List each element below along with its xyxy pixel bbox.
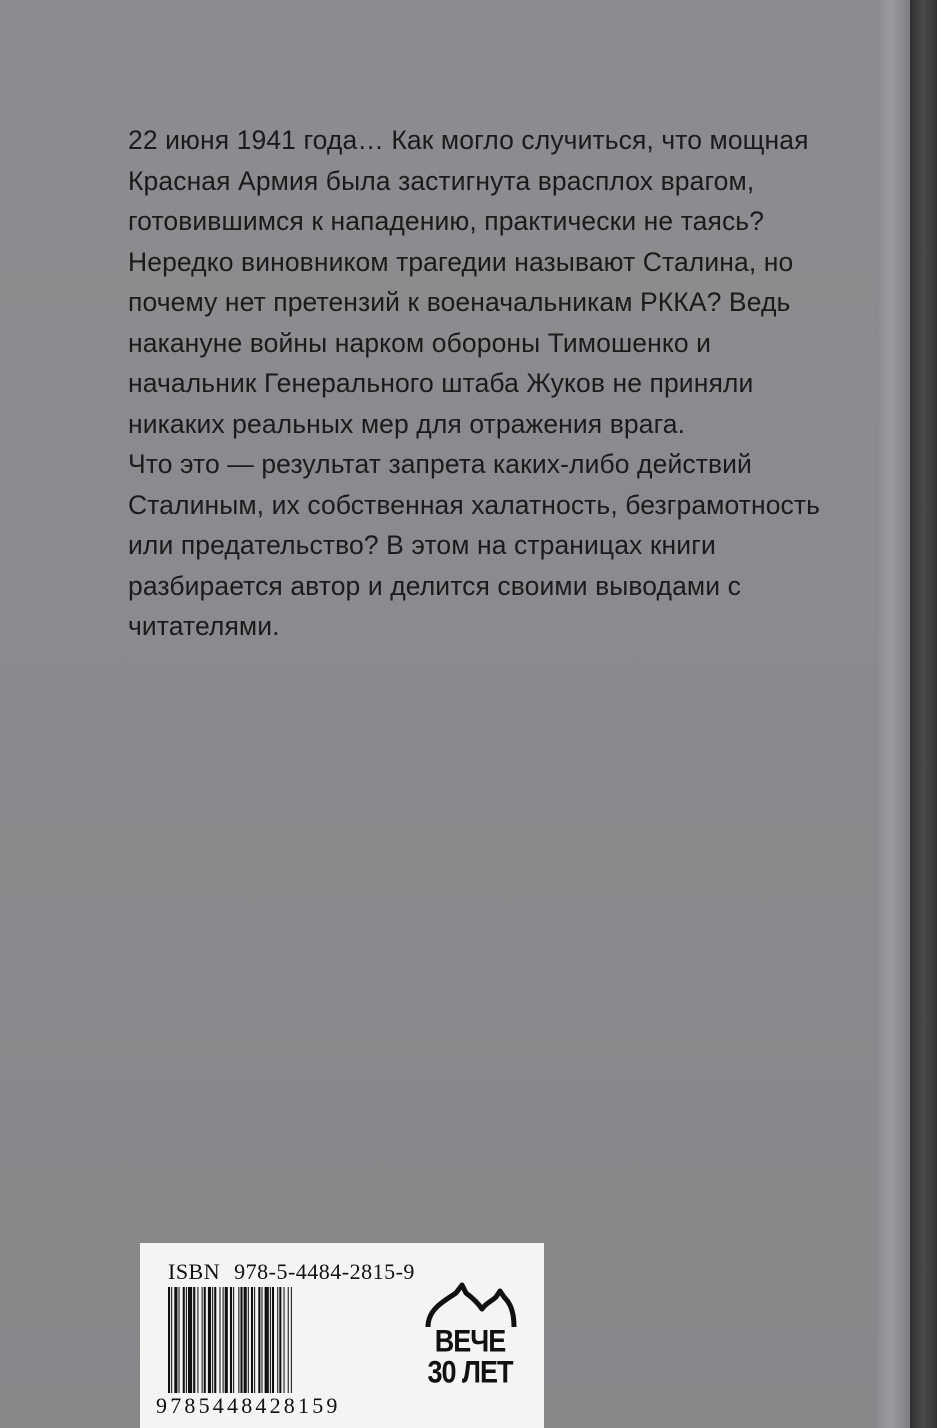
onion-dome-icon xyxy=(422,1279,518,1329)
barcode-bar xyxy=(284,1287,285,1393)
barcode xyxy=(168,1287,400,1407)
barcode-bar xyxy=(272,1287,274,1393)
book-page-edge xyxy=(910,0,937,1428)
barcode-bar xyxy=(230,1287,232,1407)
isbn-sticker xyxy=(140,1243,544,1428)
barcode-bar xyxy=(258,1287,260,1393)
barcode-bar xyxy=(212,1287,213,1393)
isbn-label: ISBN xyxy=(168,1259,221,1284)
blurb-paragraph-1: 22 июня 1941 года… Как могло случиться, что мощная Красная Армия была застигнута врасплох врагом, готовившимся к нападению, практически не таясь? xyxy=(128,125,809,236)
barcode-bar xyxy=(214,1287,216,1393)
barcode-bar xyxy=(238,1287,239,1393)
barcode-bar xyxy=(179,1287,180,1393)
isbn-number: 978-5-4484-2815-9 xyxy=(234,1259,415,1284)
barcode-bar xyxy=(171,1287,172,1407)
blurb-paragraph-2: Нередко виновником трагедии называют Сталина, но почему нет претензий к военачальникам РККА? Ведь накануне войны нарком обороны Тимошенко и начальник Генерального штаба Жуков не приняли никаких реальных мер для отражения врага. xyxy=(128,246,794,439)
barcode-bar xyxy=(202,1287,203,1393)
barcode-bar xyxy=(168,1287,170,1407)
barcode-bar xyxy=(208,1287,211,1393)
blurb-text xyxy=(128,120,828,647)
ean-digits: 9785448428159 xyxy=(156,1393,341,1418)
barcode-bar xyxy=(279,1287,281,1393)
barcode-bar xyxy=(261,1287,262,1393)
barcode-bar xyxy=(270,1287,271,1393)
barcode-bar xyxy=(219,1287,220,1393)
barcode-bar xyxy=(254,1287,255,1393)
barcode-bar xyxy=(223,1287,224,1393)
barcode-bar xyxy=(288,1287,289,1393)
isbn-line xyxy=(168,1259,415,1285)
spine-edge xyxy=(878,0,910,1428)
barcode-bar xyxy=(186,1287,187,1393)
publisher-name: ВЕЧЕ xyxy=(434,1323,506,1359)
publisher-anniversary: 30 ЛЕТ xyxy=(427,1354,513,1390)
barcode-bar xyxy=(183,1287,185,1393)
barcode-bar xyxy=(277,1287,278,1393)
barcode-bar xyxy=(188,1287,192,1393)
barcode-bar xyxy=(265,1287,269,1393)
barcode-bar xyxy=(233,1287,234,1407)
barcode-bar xyxy=(204,1287,206,1393)
barcode-bar xyxy=(193,1287,195,1393)
barcode-bar xyxy=(225,1287,228,1393)
barcode-bar xyxy=(174,1287,177,1393)
barcode-bar xyxy=(244,1287,247,1393)
barcode-bar xyxy=(240,1287,242,1393)
barcode-bar xyxy=(291,1287,292,1407)
publisher-logo xyxy=(422,1279,518,1389)
barcode-bar xyxy=(248,1287,249,1393)
barcode-bar xyxy=(251,1287,253,1393)
barcode-bar xyxy=(197,1287,198,1393)
blurb-paragraph-3: Что это — результат запрета каких-либо действий Сталиным, их собственная халатность, безграмотность или предательство? В этом на страницах книги разбирается автор и делится своими выводами с читателями. xyxy=(128,449,821,641)
